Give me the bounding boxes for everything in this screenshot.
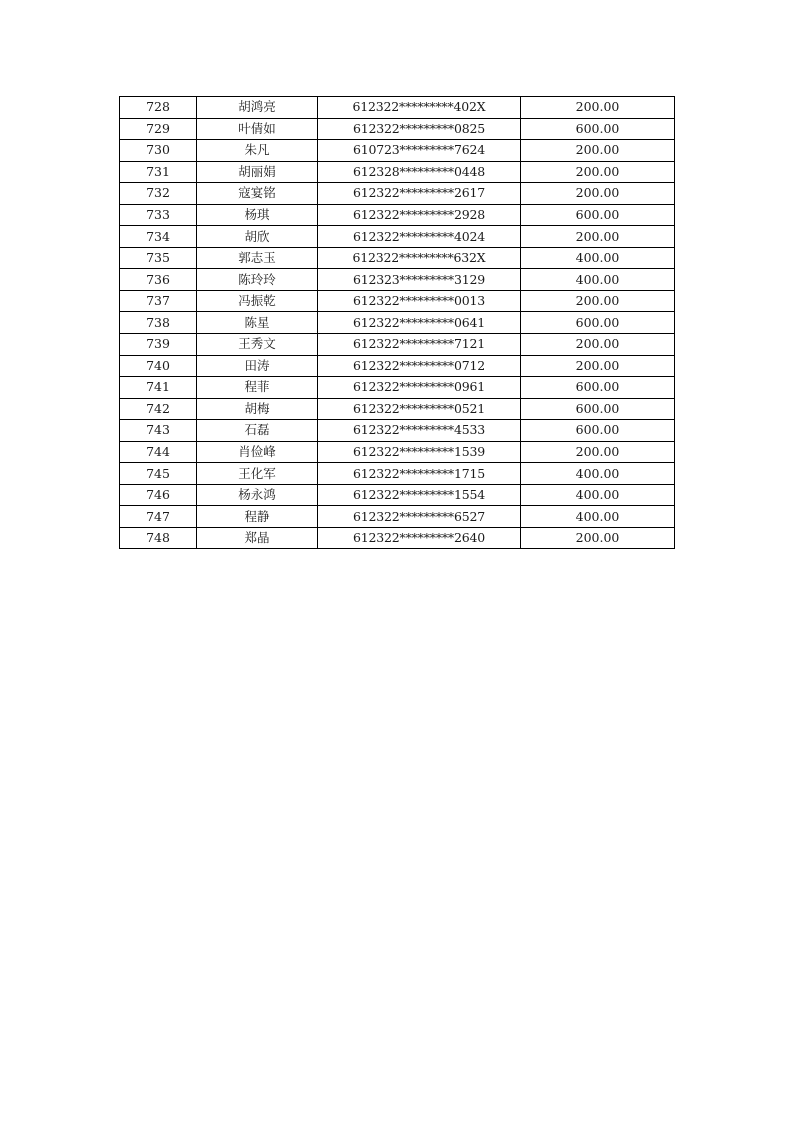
row-number-cell: 734	[120, 226, 197, 248]
amount-cell: 400.00	[521, 269, 675, 291]
person-name-cell: 胡欣	[197, 226, 318, 248]
id-number-cell: 612322*********4533	[318, 420, 521, 442]
row-number-cell: 744	[120, 441, 197, 463]
table-row	[120, 247, 675, 269]
amount-cell: 200.00	[521, 183, 675, 205]
person-name-cell: 肖俭峰	[197, 441, 318, 463]
id-number-cell: 612322*********402X	[318, 97, 521, 119]
id-number-cell: 612322*********0641	[318, 312, 521, 334]
amount-cell: 200.00	[521, 334, 675, 356]
id-number-cell: 612323*********3129	[318, 269, 521, 291]
table-row	[120, 398, 675, 420]
person-name-cell: 郑晶	[197, 527, 318, 549]
row-number-cell: 741	[120, 377, 197, 399]
amount-cell: 600.00	[521, 312, 675, 334]
id-number-cell: 612322*********1539	[318, 441, 521, 463]
table-row	[120, 312, 675, 334]
id-number-cell: 612322*********0825	[318, 118, 521, 140]
amount-cell: 400.00	[521, 463, 675, 485]
row-number-cell: 746	[120, 484, 197, 506]
id-number-cell: 612322*********0961	[318, 377, 521, 399]
row-number-cell: 743	[120, 420, 197, 442]
person-name-cell: 郭志玉	[197, 247, 318, 269]
table-row	[120, 441, 675, 463]
person-name-cell: 胡梅	[197, 398, 318, 420]
table-row	[120, 527, 675, 549]
row-number-cell: 729	[120, 118, 197, 140]
person-name-cell: 程菲	[197, 377, 318, 399]
table-row	[120, 290, 675, 312]
amount-cell: 200.00	[521, 161, 675, 183]
id-number-cell: 612322*********0013	[318, 290, 521, 312]
amount-cell: 600.00	[521, 118, 675, 140]
roster-table	[119, 96, 675, 549]
person-name-cell: 杨永鸿	[197, 484, 318, 506]
person-name-cell: 程静	[197, 506, 318, 528]
row-number-cell: 733	[120, 204, 197, 226]
person-name-cell: 杨琪	[197, 204, 318, 226]
person-name-cell: 朱凡	[197, 140, 318, 162]
id-number-cell: 612322*********1715	[318, 463, 521, 485]
amount-cell: 400.00	[521, 506, 675, 528]
id-number-cell: 612322*********2640	[318, 527, 521, 549]
person-name-cell: 叶倩如	[197, 118, 318, 140]
row-number-cell: 732	[120, 183, 197, 205]
row-number-cell: 730	[120, 140, 197, 162]
row-number-cell: 737	[120, 290, 197, 312]
row-number-cell: 736	[120, 269, 197, 291]
amount-cell: 200.00	[521, 140, 675, 162]
id-number-cell: 612322*********0521	[318, 398, 521, 420]
row-number-cell: 745	[120, 463, 197, 485]
table-row	[120, 204, 675, 226]
id-number-cell: 612322*********6527	[318, 506, 521, 528]
id-number-cell: 612322*********2617	[318, 183, 521, 205]
id-number-cell: 612322*********632X	[318, 247, 521, 269]
id-number-cell: 612322*********2928	[318, 204, 521, 226]
table-row	[120, 226, 675, 248]
person-name-cell: 胡鸿亮	[197, 97, 318, 119]
amount-cell: 600.00	[521, 398, 675, 420]
amount-cell: 200.00	[521, 97, 675, 119]
row-number-cell: 731	[120, 161, 197, 183]
roster-table-body	[120, 97, 675, 549]
person-name-cell: 石磊	[197, 420, 318, 442]
row-number-cell: 742	[120, 398, 197, 420]
row-number-cell: 740	[120, 355, 197, 377]
amount-cell: 400.00	[521, 247, 675, 269]
amount-cell: 400.00	[521, 484, 675, 506]
person-name-cell: 王秀文	[197, 334, 318, 356]
person-name-cell: 胡丽娟	[197, 161, 318, 183]
person-name-cell: 王化军	[197, 463, 318, 485]
amount-cell: 200.00	[521, 441, 675, 463]
amount-cell: 200.00	[521, 290, 675, 312]
row-number-cell: 739	[120, 334, 197, 356]
table-row	[120, 463, 675, 485]
id-number-cell: 610723*********7624	[318, 140, 521, 162]
table-row	[120, 420, 675, 442]
amount-cell: 200.00	[521, 527, 675, 549]
row-number-cell: 728	[120, 97, 197, 119]
table-row	[120, 161, 675, 183]
id-number-cell: 612322*********4024	[318, 226, 521, 248]
table-row	[120, 269, 675, 291]
table-row	[120, 140, 675, 162]
amount-cell: 600.00	[521, 420, 675, 442]
person-name-cell: 陈星	[197, 312, 318, 334]
table-row	[120, 355, 675, 377]
row-number-cell: 747	[120, 506, 197, 528]
row-number-cell: 735	[120, 247, 197, 269]
person-name-cell: 寇宴铭	[197, 183, 318, 205]
table-row	[120, 97, 675, 119]
amount-cell: 600.00	[521, 204, 675, 226]
amount-cell: 600.00	[521, 377, 675, 399]
id-number-cell: 612322*********1554	[318, 484, 521, 506]
person-name-cell: 冯振乾	[197, 290, 318, 312]
id-number-cell: 612322*********7121	[318, 334, 521, 356]
id-number-cell: 612328*********0448	[318, 161, 521, 183]
table-row	[120, 118, 675, 140]
table-row	[120, 377, 675, 399]
table-row	[120, 484, 675, 506]
row-number-cell: 738	[120, 312, 197, 334]
amount-cell: 200.00	[521, 226, 675, 248]
table-row	[120, 506, 675, 528]
person-name-cell: 田涛	[197, 355, 318, 377]
table-row	[120, 334, 675, 356]
id-number-cell: 612322*********0712	[318, 355, 521, 377]
person-name-cell: 陈玲玲	[197, 269, 318, 291]
amount-cell: 200.00	[521, 355, 675, 377]
table-row	[120, 183, 675, 205]
row-number-cell: 748	[120, 527, 197, 549]
